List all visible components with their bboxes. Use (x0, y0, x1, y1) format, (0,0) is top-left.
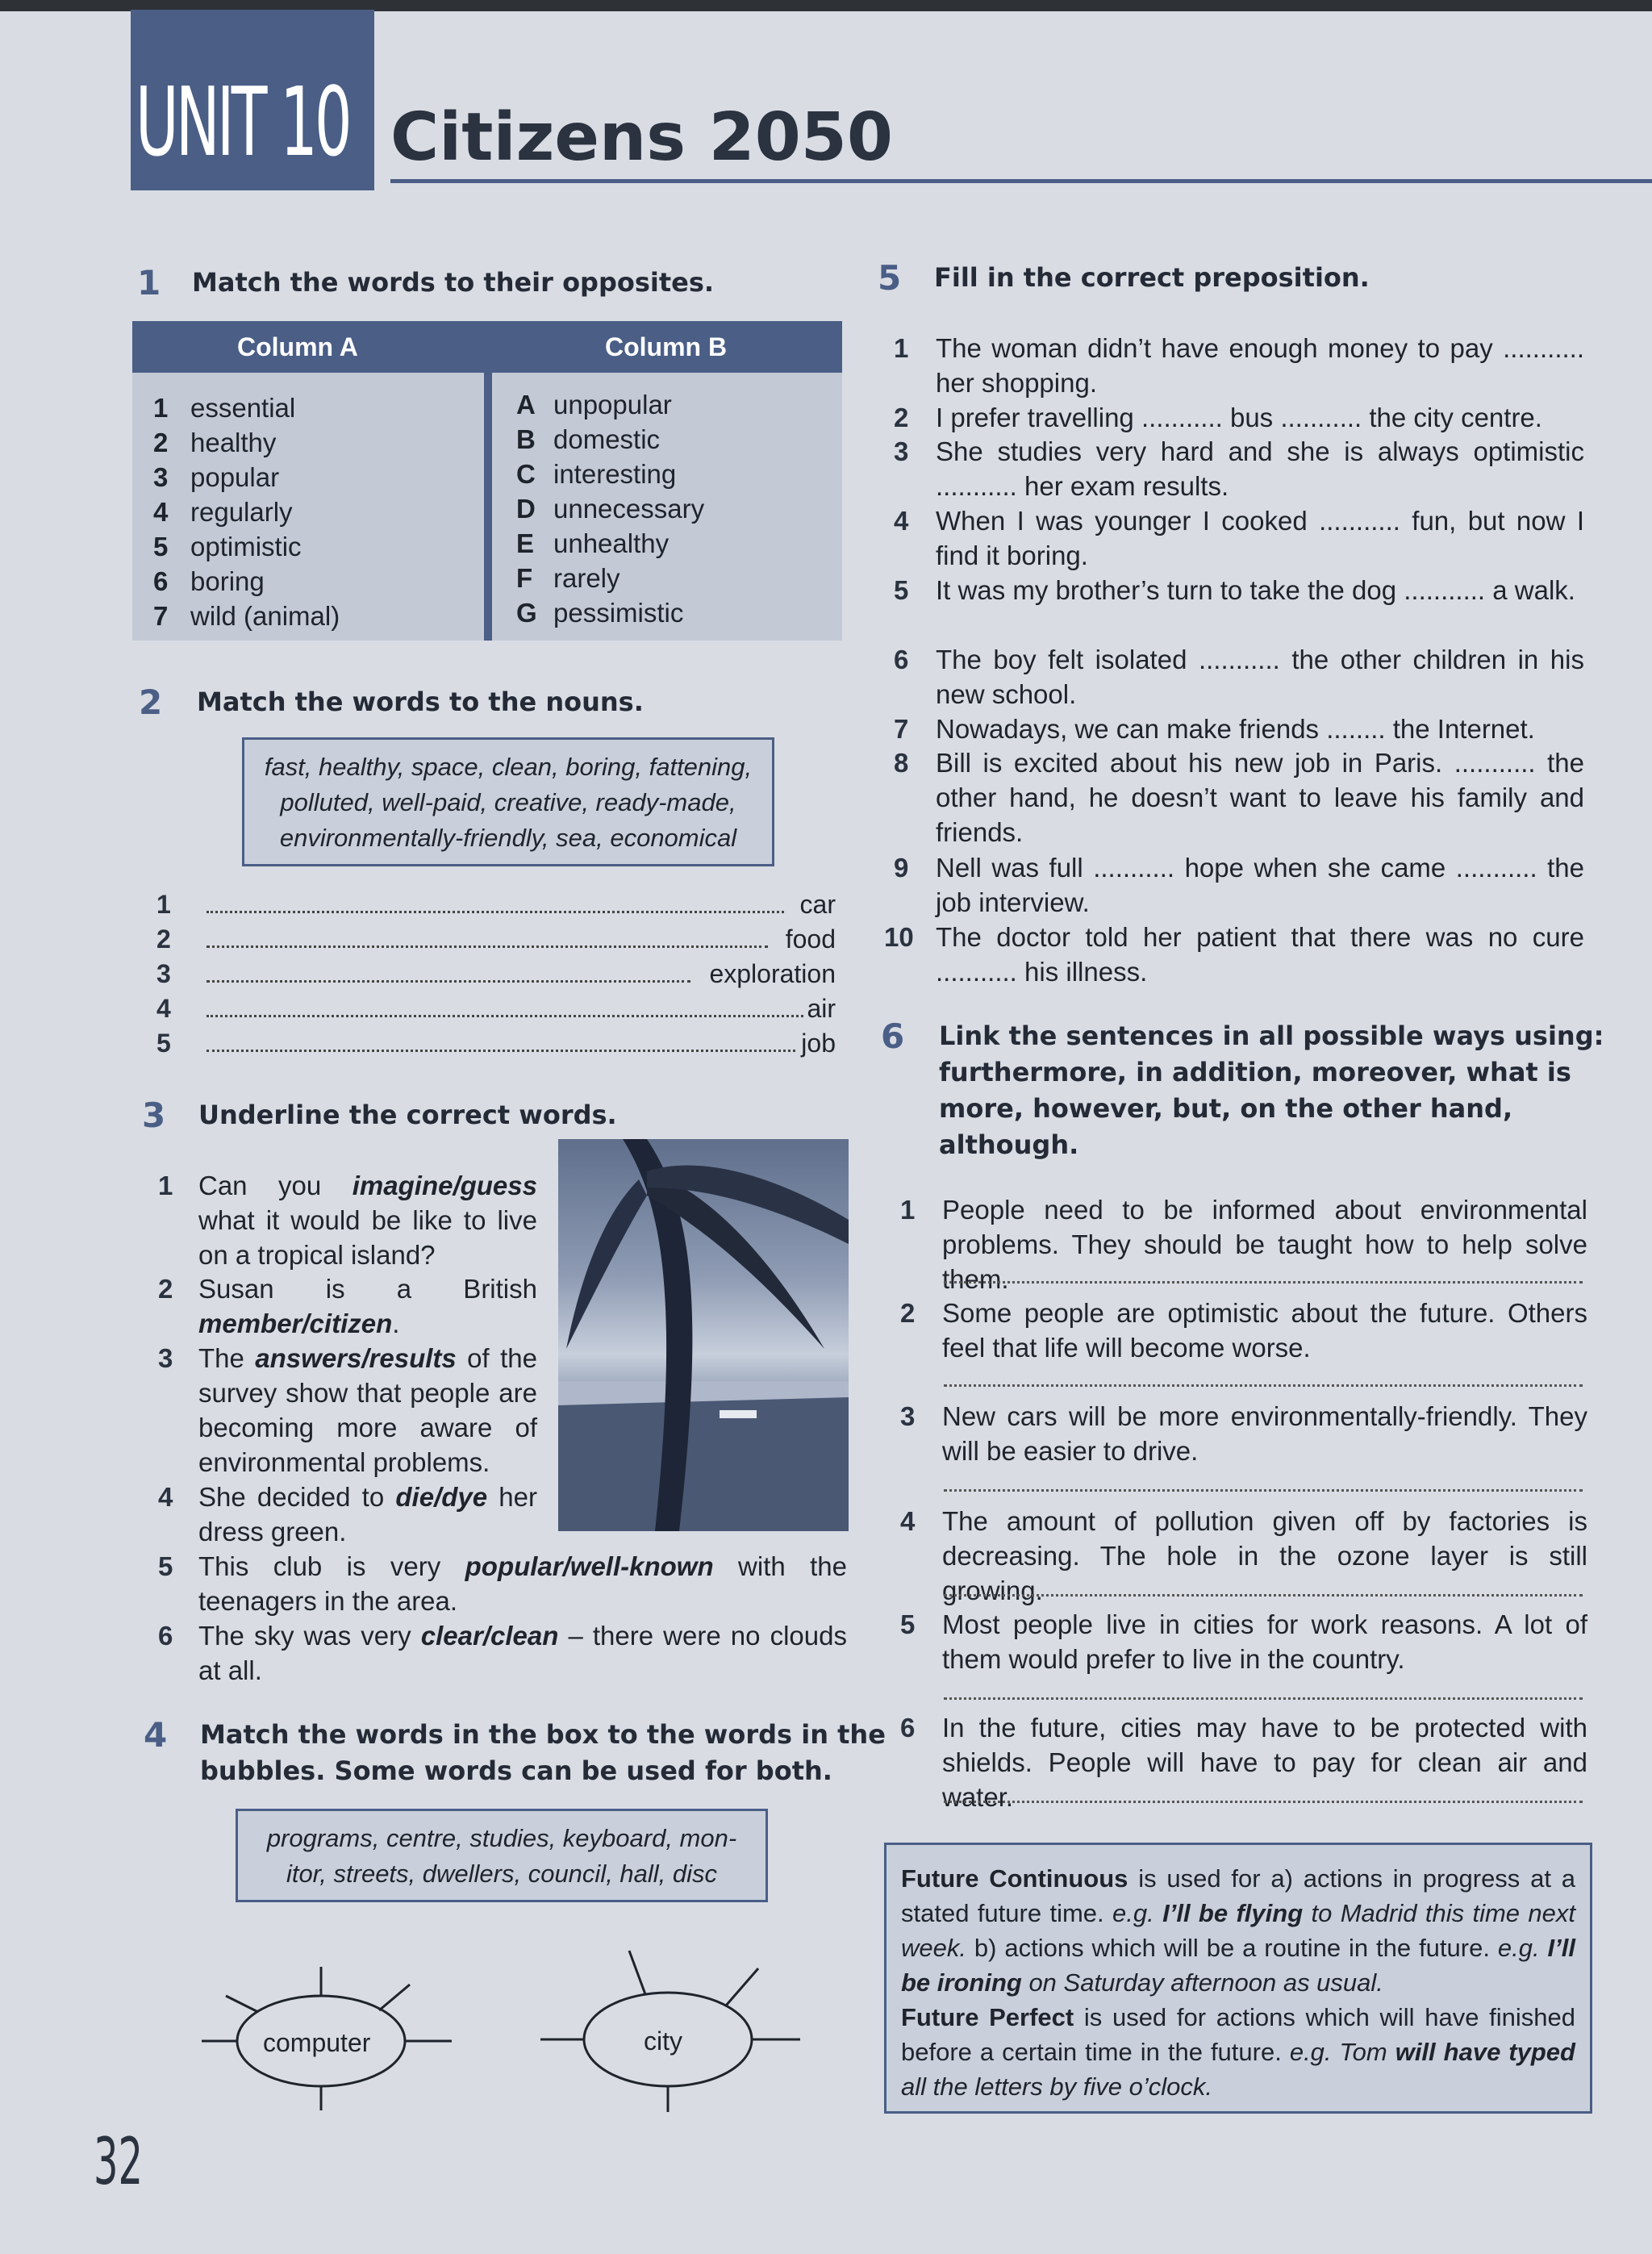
list-item: 1 car (156, 890, 836, 919)
unit-title: Citizens 2050 (390, 99, 893, 176)
answer-line[interactable] (944, 1594, 1583, 1597)
ex6-number: 6 (881, 1016, 905, 1056)
word-choice[interactable]: popular/well-known (465, 1551, 714, 1581)
list-item: D unnecessary (516, 494, 705, 524)
list-item: 4 regularly (153, 497, 293, 527)
ex3-item: 2 Susan is a British member/citizen. (158, 1274, 537, 1338)
ex3-item: 4 She decided to die/dye her dress green. (158, 1482, 537, 1546)
list-item: B domestic (516, 424, 661, 454)
ex3-number: 3 (142, 1096, 166, 1135)
ex4-word-box (236, 1809, 768, 1902)
answer-blank[interactable] (206, 888, 784, 913)
ex2-items (156, 887, 839, 1065)
page-number: 32 (94, 2124, 144, 2199)
column-b-list (516, 387, 839, 629)
list-item: A unpopular (516, 390, 672, 419)
answer-line[interactable] (944, 1281, 1583, 1284)
list-item: 7 wild (animal) (153, 601, 340, 631)
ex5-item: 1 The woman didn’t have enough money to pay ........... her shopping. (894, 333, 1584, 398)
ex5-item: 9 Nell was full ........... hope when she came ........... the job interview. (894, 853, 1584, 917)
answer-blank[interactable] (206, 992, 803, 1017)
list-item: 2 healthy (153, 428, 277, 457)
ex5-item: 10 The doctor told her patient that there was no cure ........... his illness. (884, 922, 1584, 987)
ex3-item: 3 The answers/results of the survey show that people are becoming more aware of environmental problems. (158, 1343, 537, 1477)
ex6-item: 6 In the future, cities may have to be protected with shields. People will have to pay for clean air and water. (900, 1713, 1587, 1812)
ex6-item: 1 People need to be informed about environmental problems. They should be taught how to help solve them. (900, 1195, 1587, 1294)
palm-beach-illustration (558, 1139, 849, 1531)
list-item: 1 essential (153, 393, 296, 423)
ex5-item: 6 The boy felt isolated ........... the other children in his new school. (894, 645, 1584, 709)
ex1-instruction: Match the words to their opposites. (192, 267, 715, 298)
city-bubble-label: city (644, 2027, 682, 2056)
list-item: 3 exploration (156, 959, 836, 988)
word-box-line: polluted, well-paid, creative, ready-made, (280, 788, 736, 816)
list-item: 5 optimistic (153, 532, 302, 561)
ex5-item: 3 She studies very hard and she is always optimistic ........... her exam results. (894, 436, 1584, 501)
list-item: 5 job (156, 1029, 836, 1058)
answer-line[interactable] (944, 1697, 1583, 1700)
ex1-number: 1 (137, 263, 161, 303)
list-item: C interesting (516, 459, 677, 489)
word-box-line: programs, centre, studies, keyboard, mon- (266, 1824, 737, 1852)
ex2-instruction: Match the words to the nouns. (197, 687, 644, 717)
column-a-header: Column A (237, 332, 358, 361)
word-choice[interactable]: member/citizen (198, 1309, 393, 1338)
word-choice[interactable]: answers/results (255, 1343, 457, 1373)
answer-line[interactable] (944, 1801, 1583, 1803)
ex3-instruction: Underline the correct words. (198, 1100, 617, 1130)
answer-blank[interactable] (206, 1027, 795, 1052)
word-choice[interactable]: die/dye (395, 1482, 488, 1512)
ex3-item: 6 The sky was very clear/clean – there were no clouds at all. (158, 1621, 847, 1685)
ex2-number: 2 (139, 682, 163, 722)
ex1-table-header (132, 321, 842, 373)
ex5-item: 7 Nowadays, we can make friends ........ the Internet. (894, 714, 1535, 744)
ex6-item: 3 New cars will be more environmentally-friendly. They will be easier to drive. (900, 1401, 1587, 1466)
ex6-instruction: Link the sentences in all possible ways using: furthermore, in addition, moreover, what is more, however, but, on the other hand, although. (939, 1021, 1604, 1160)
ex3-item: 1 Can you imagine/guess what it would be like to live on a tropical island? (158, 1171, 537, 1270)
list-item: F rarely (516, 563, 620, 593)
word-box-line: itor, streets, dwellers, council, hall, disc (286, 1860, 718, 1888)
title-rule (390, 179, 1652, 183)
ex1-table-divider (484, 373, 492, 641)
list-item: 6 boring (153, 566, 265, 596)
ex6-item: 2 Some people are optimistic about the future. Others feel that life will become worse. (900, 1298, 1587, 1363)
grammar-note-box: Future Continuous is used for a) actions in progress at a stated future time. e.g. I’ll be flying to Madrid this time next week. b) actions which will be a routine in the future. e.g. I’ll be ironing on Saturday afternoon as usual. Future Perfect is used for actions which will have finished before a certain time in the future. e.g. Tom will have typed all the letters by five o’clock. (884, 1843, 1592, 2114)
list-item: 4 air (156, 994, 836, 1023)
column-b-header: Column B (605, 332, 728, 361)
list-item: G pessimistic (516, 598, 684, 628)
ex6-item: 4 The amount of pollution given off by factories is decreasing. The hole in the ozone layer is still growing. (900, 1506, 1587, 1605)
ex5-item: 4 When I was younger I cooked ........... fun, but now I find it boring. (894, 506, 1584, 570)
ex3-item: 5 This club is very popular/well-known with the teenagers in the area. (158, 1551, 847, 1616)
ex5-item: 8 Bill is excited about his new job in Paris. ........... the other hand, he doesn’t want to leave his family and friends. (894, 748, 1584, 847)
tropical-island-photo (558, 1139, 849, 1531)
answer-line[interactable] (944, 1489, 1583, 1492)
ex4-instruction: Match the words in the box to the words in the bubbles. Some words can be used for both. (200, 1719, 886, 1786)
ex5-item: 2 I prefer travelling ........... bus ........... the city centre. (894, 403, 1542, 432)
future-perfect-term: Future Perfect (901, 2003, 1074, 2031)
word-box-line: environmentally-friendly, sea, economical (279, 824, 737, 852)
ex5-number: 5 (878, 258, 902, 298)
list-item: E unhealthy (516, 528, 670, 558)
unit-label: UNIT 10 (136, 66, 349, 177)
word-box-line: fast, healthy, space, clean, boring, fattening, (264, 753, 753, 781)
ex6-item: 5 Most people live in cities for work reasons. A lot of them would prefer to live in the country. (900, 1609, 1587, 1674)
list-item: 2 food (156, 925, 836, 954)
column-a-list (153, 390, 476, 632)
ex5-instruction: Fill in the correct preposition. (934, 262, 1370, 293)
answer-line[interactable] (944, 1384, 1583, 1387)
ex2-word-box (242, 737, 774, 866)
word-choice[interactable]: clear/clean (420, 1621, 559, 1651)
ex4-number: 4 (144, 1715, 168, 1755)
future-continuous-term: Future Continuous (901, 1864, 1128, 1893)
word-choice[interactable]: imagine/guess (352, 1171, 537, 1200)
computer-bubble-label: computer (263, 2028, 371, 2057)
ex5-item: 5 It was my brother’s turn to take the dog ........... a walk. (894, 575, 1575, 605)
answer-blank[interactable] (206, 958, 690, 983)
list-item: 3 popular (153, 462, 280, 492)
answer-blank[interactable] (206, 923, 768, 948)
